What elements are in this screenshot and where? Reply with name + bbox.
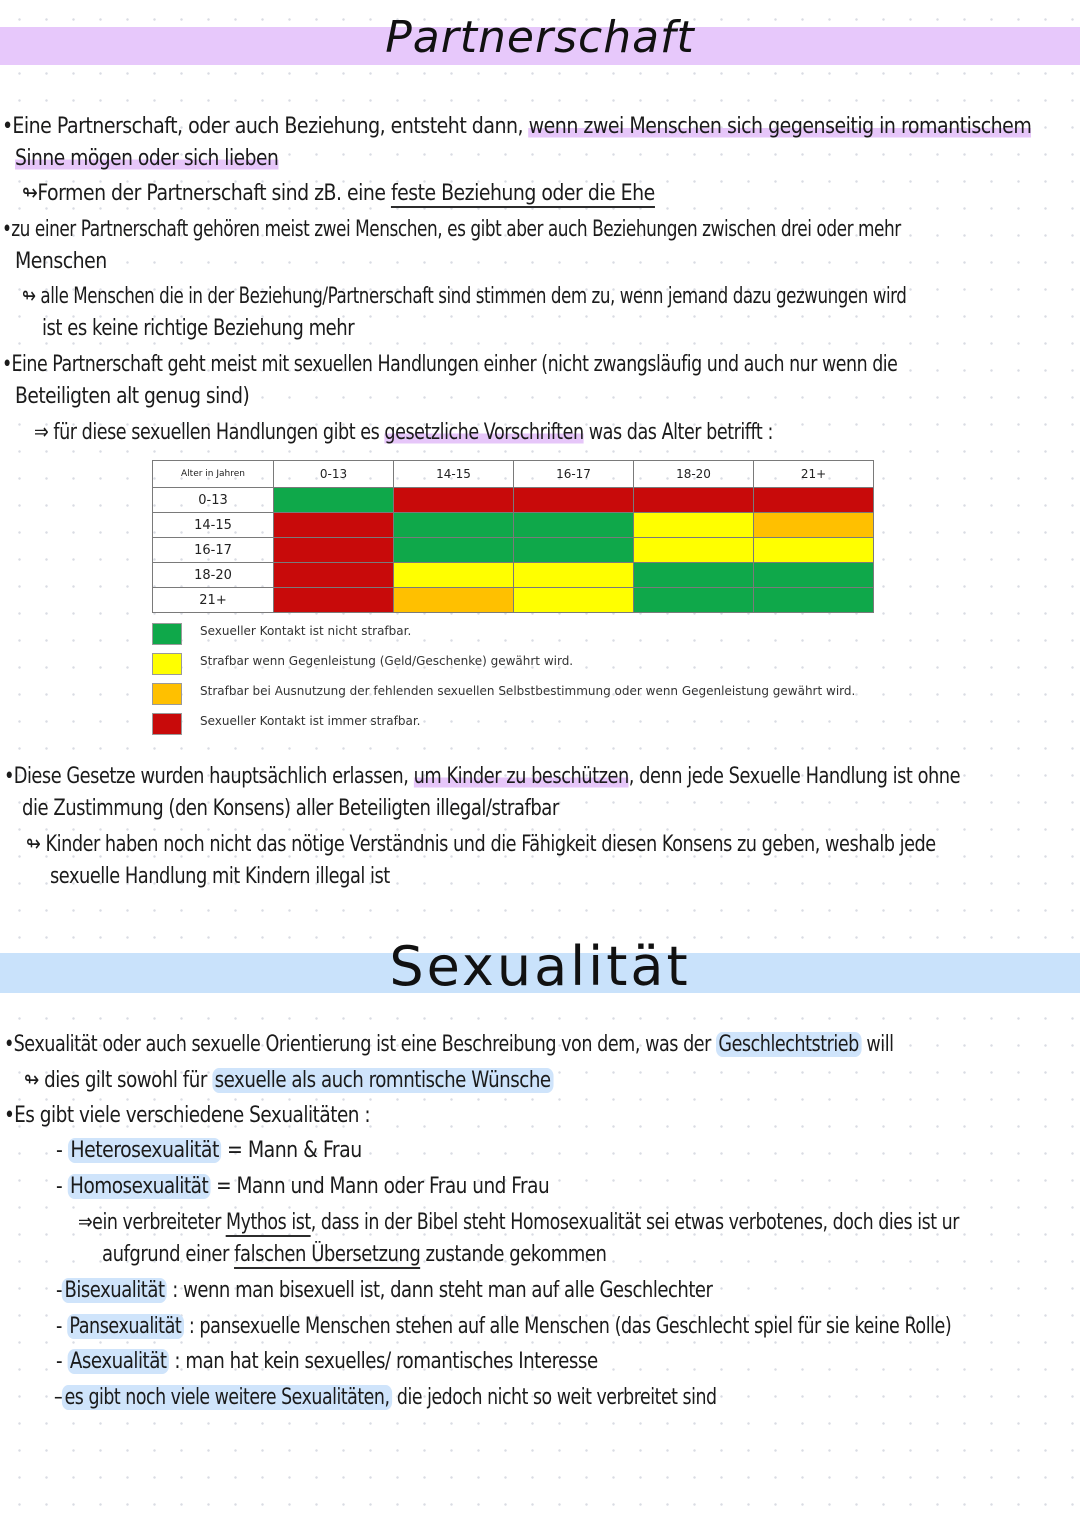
table-col-header: 16-17	[514, 461, 634, 488]
text-line: sexuelle Handlung mit Kindern illegal ist	[50, 864, 390, 889]
arrow-icon: ↬	[24, 1068, 45, 1093]
legend-swatch	[152, 683, 182, 705]
table-cell	[394, 538, 514, 563]
text-line: •Diese Gesetze wurden hauptsächlich erlassen, um Kinder zu beschützen, denn jede Sexuelle Handlung ist ohne	[4, 762, 960, 792]
text-line: ⇒ für diese sexuellen Handlungen gibt es gesetzliche Vorschriften was das Alter betrifft :	[34, 420, 773, 445]
table-row	[153, 513, 874, 538]
table-cell	[634, 488, 754, 513]
table-cell	[514, 488, 634, 513]
double-arrow-icon: ⇒	[34, 420, 54, 445]
table-row	[153, 588, 874, 613]
text-line: aufgrund einer falschen Übersetzung zustande gekommen	[102, 1242, 607, 1267]
table-cell	[754, 563, 874, 588]
bullet-icon: •	[2, 217, 12, 242]
text-line: - Pansexualität : pansexuelle Menschen stehen auf alle Menschen (das Geschlecht spiel für sie keine Rolle)	[56, 1314, 952, 1339]
legend-text: Strafbar wenn Gegenleistung (Geld/Geschenke) gewährt wird.	[200, 654, 574, 668]
page-title-partnerschaft: Partnerschaft	[385, 12, 695, 63]
table-cell	[394, 513, 514, 538]
text-line: - Asexualität : man hat kein sexuelles/ romantisches Interesse	[56, 1349, 598, 1374]
table-cell	[754, 488, 874, 513]
table-col-header: 14-15	[394, 461, 514, 488]
table-cell	[754, 513, 874, 538]
double-arrow-icon: ⇒	[78, 1210, 93, 1235]
page-title-sexualitaet: Sexualität	[389, 935, 691, 998]
text-line: Sinne mögen oder sich lieben	[15, 146, 279, 171]
table-cell	[274, 538, 394, 563]
text-line: ↬ Kinder haben noch nicht das nötige Verständnis und die Fähigkeit diesen Konsens zu geben, weshalb jede	[26, 832, 936, 857]
legend-text: Strafbar bei Ausnutzung der fehlenden sexuellen Selbstbestimmung oder wenn Gegenleistung gewährt wird.	[200, 684, 856, 698]
table-col-header: 0-13	[274, 461, 394, 488]
legend-text: Sexueller Kontakt ist nicht strafbar.	[200, 624, 412, 638]
arrow-icon: ↬	[22, 181, 38, 206]
bullet-icon: •	[2, 352, 12, 377]
text-line: ↬Formen der Partnerschaft sind zB. eine feste Beziehung oder die Ehe	[22, 181, 655, 206]
table-col-header: 18-20	[634, 461, 754, 488]
arrow-icon: ↬	[26, 832, 46, 857]
legend-swatch	[152, 623, 182, 645]
text-line: •Es gibt viele verschiedene Sexualitäten :	[4, 1101, 370, 1131]
table-col-header: 21+	[754, 461, 874, 488]
bullet-icon: •	[4, 1032, 14, 1057]
text-line: - Heterosexualität = Mann & Frau	[56, 1138, 362, 1163]
text-line: •Eine Partnerschaft, oder auch Beziehung, entsteht dann, wenn zwei Menschen sich gegenseitig in romantischem	[2, 112, 1031, 142]
table-cell	[634, 563, 754, 588]
table-cell	[274, 513, 394, 538]
table-corner: Alter in Jahren	[153, 461, 274, 488]
text-line: die Zustimmung (den Konsens) aller Beteiligten illegal/strafbar	[22, 796, 559, 821]
table-row-header: 21+	[153, 588, 274, 613]
arrow-icon: ↬	[22, 284, 41, 309]
bullet-icon: •	[2, 114, 13, 139]
legend-swatch	[152, 653, 182, 675]
table-cell	[514, 588, 634, 613]
table-cell	[274, 588, 394, 613]
table-cell	[754, 538, 874, 563]
table-row-header: 16-17	[153, 538, 274, 563]
table-row	[153, 538, 874, 563]
text-line: – es gibt noch viele weitere Sexualitäten, die jedoch nicht so weit verbreitet sind	[54, 1385, 717, 1410]
table-cell	[514, 563, 634, 588]
table-cell	[274, 563, 394, 588]
text-line: •Sexualität oder auch sexuelle Orientierung ist eine Beschreibung von dem, was der Geschlechtstrieb will	[4, 1030, 894, 1060]
table-row-header: 14-15	[153, 513, 274, 538]
table-row-header: 0-13	[153, 488, 274, 513]
table-cell	[394, 588, 514, 613]
age-table	[152, 460, 874, 613]
text-line: - Bisexualität : wenn man bisexuell ist, dann steht man auf alle Geschlechter	[56, 1278, 713, 1303]
table-row	[153, 488, 874, 513]
table-cell	[514, 513, 634, 538]
table-cell	[394, 488, 514, 513]
table-cell	[634, 588, 754, 613]
table-cell	[634, 538, 754, 563]
legend-swatch	[152, 713, 182, 735]
text-line: ⇒ein verbreiteter Mythos ist, dass in der Bibel steht Homosexualität sei etwas verbotenes, doch dies ist ur	[78, 1210, 959, 1235]
text-line: Menschen	[15, 249, 107, 274]
text-line: •zu einer Partnerschaft gehören meist zwei Menschen, es gibt aber auch Beziehungen zwischen drei oder mehr	[2, 215, 901, 245]
table-cell	[394, 563, 514, 588]
bullet-icon: •	[4, 1103, 15, 1128]
table-cell	[634, 513, 754, 538]
table-cell	[754, 588, 874, 613]
text-line: ↬ dies gilt sowohl für sexuelle als auch romntische Wünsche	[24, 1066, 553, 1096]
table-cell	[274, 488, 394, 513]
table-row	[153, 563, 874, 588]
table-cell	[514, 538, 634, 563]
text-line: Beteiligten alt genug sind)	[15, 384, 250, 409]
text-line: ist es keine richtige Beziehung mehr	[42, 316, 355, 341]
legend-text: Sexueller Kontakt ist immer strafbar.	[200, 714, 421, 728]
bullet-icon: •	[4, 764, 15, 789]
text-line: ↬ alle Menschen die in der Beziehung/Partnerschaft sind stimmen dem zu, wenn jemand dazu gezwungen wird	[22, 284, 907, 309]
table-row-header: 18-20	[153, 563, 274, 588]
text-line: •Eine Partnerschaft geht meist mit sexuellen Handlungen einher (nicht zwangsläufig und auch nur wenn die	[2, 350, 897, 380]
text-line: - Homosexualität = Mann und Mann oder Frau und Frau	[56, 1174, 550, 1199]
